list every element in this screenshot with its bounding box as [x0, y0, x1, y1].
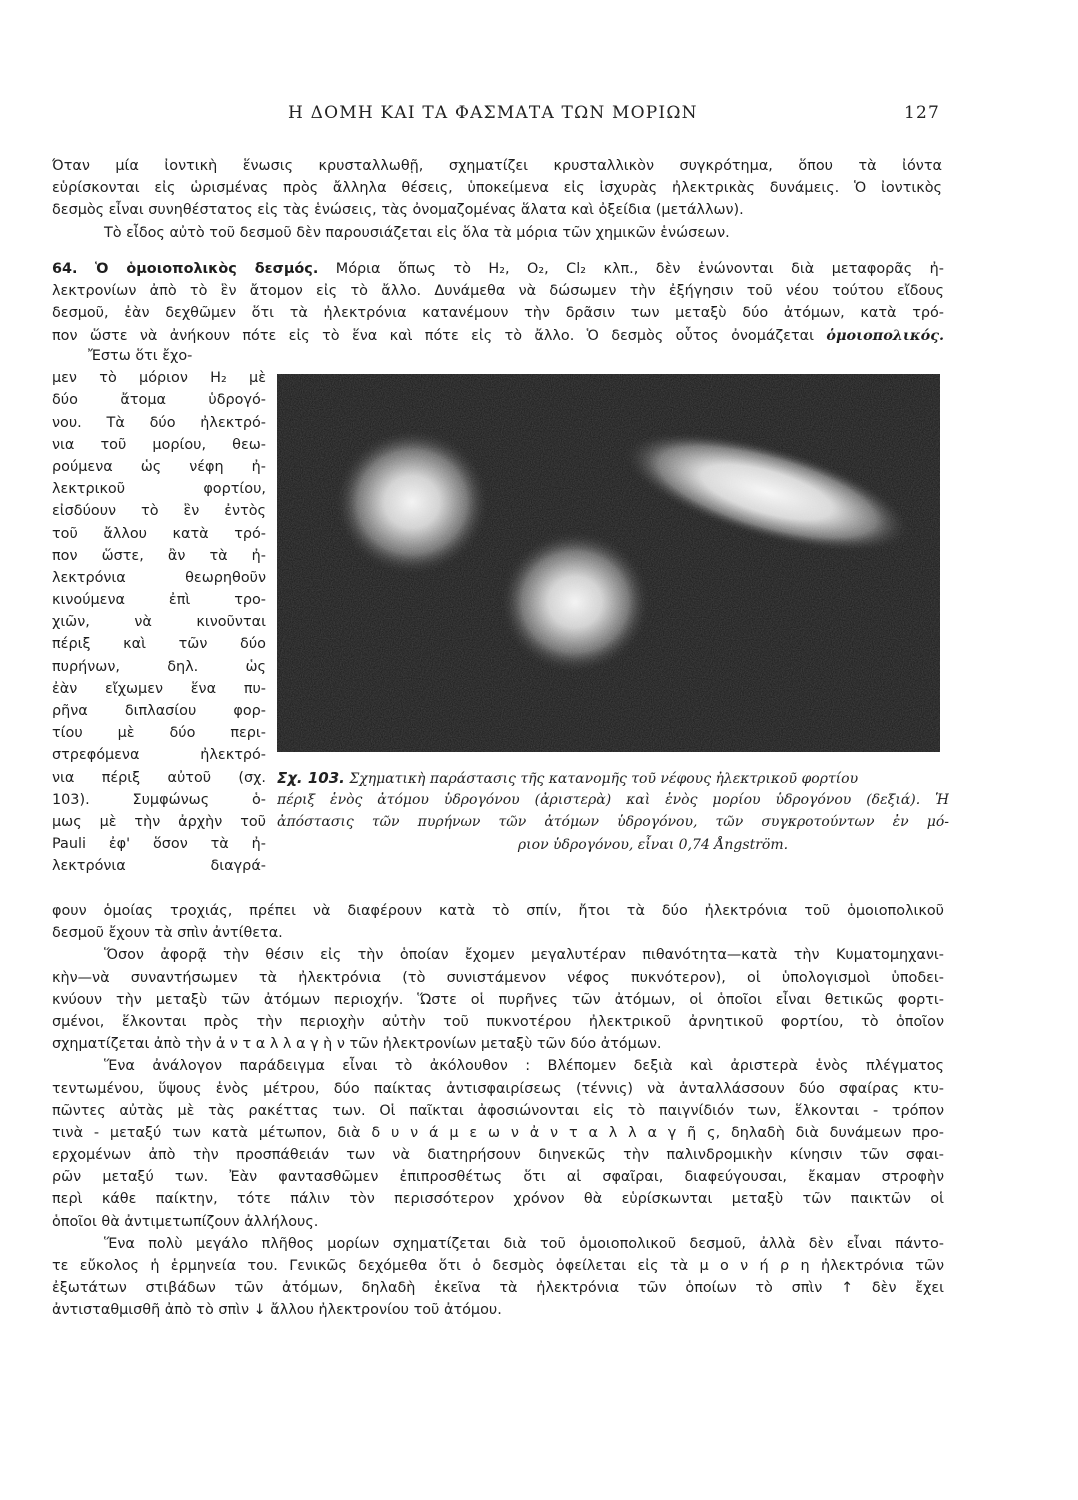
intro-line: Τὸ εἶδος αὐτὸ τοῦ δεσμοῦ δὲν παρουσιάζεται εἰς ὅλα τὰ μόρια τῶν χημικῶν ἑνώσεων.	[104, 224, 730, 241]
caption-line: ριον ὑδρογόνου, εἶναι 0,74 Ångström.	[517, 836, 789, 853]
column-line: ρούμενα ὡς νέφη ἠ-	[52, 458, 266, 475]
column-line: πυρήνων, δηλ. ὡς	[52, 658, 266, 675]
column-line: λεκτρικοῦ φορτίου,	[52, 481, 266, 498]
body-line: ὁποῖοι θὰ ἀντιμετωπίζουν ἀλλήλους.	[52, 1213, 319, 1230]
body-line: Ἕνα ἀνάλογον παράδειγμα εἶναι τὸ ἀκόλουθον : Βλέπομεν δεξιὰ καὶ ἀριστερὰ ἑνὸς πλέγματος	[104, 1058, 944, 1075]
body-line: κνύουν τὴν μεταξὺ τῶν ἀτόμων περιοχήν. Ὥστε οἱ πυρῆνες τῶν ἀτόμων, οἱ ὁποῖοι εἶναι θετικῶς φορτι-	[52, 991, 944, 1008]
figure-caption	[277, 767, 949, 856]
body-line: τεντωμένου, ὕψους ἑνὸς μέτρου, δύο παίκτας ἀντισφαιρίσεως (τέννις) νὰ ἀνταλλάσσουν δύο σφαίρας κτυ-	[52, 1080, 944, 1097]
section-line	[52, 258, 944, 280]
column-line: τίου μὲ δύο περι-	[52, 725, 266, 742]
caption-text: Σχηματικὴ παράστασις τῆς κατανομῆς τοῦ νέφους ἠλεκτρικοῦ φορτίου	[349, 771, 859, 787]
column-line: στρεφόμενα ἠλεκτρό-	[52, 747, 266, 764]
column-line: ἐὰν εἴχωμεν ἕνα πυ-	[52, 680, 266, 697]
caption-line	[277, 767, 949, 789]
section-text: πον ὥστε νὰ ἀνήκουν πότε εἰς τὸ ἕνα καὶ πότε εἰς τὸ ἄλλο. Ὁ δεσμὸς οὗτος ὀνομάζεται	[52, 327, 814, 344]
body-line: δεσμοῦ ἔχουν τὰ σπὶν ἀντίθετα.	[52, 925, 283, 942]
column-line: μως μὲ τὴν ἀρχὴν τοῦ	[52, 813, 266, 830]
section-line	[52, 325, 944, 347]
body-line: σμένοι, ἕλκονται πρὸς τὴν περιοχὴν αὐτὴν τοῦ πυκνοτέρου ἠλεκτρικοῦ ἀρνητικοῦ φορτίου, τὸ ὁποῖον	[52, 1013, 944, 1030]
body-line: κὴν—νὰ συναντήσωμεν τὰ ἠλεκτρόνια (τὸ συνιστάμενον νέφος πυκνότερον), οἱ ὑπολογισμοὶ ὑποδει-	[52, 969, 944, 986]
figure-label: Σχ. 103.	[277, 769, 345, 787]
column-line: νου. Τὰ δύο ἠλεκτρό-	[52, 414, 266, 431]
column-line: λεκτρόνια θεωρηθοῦν	[52, 569, 266, 586]
intro-line: δεσμὸς εἶναι συνηθέστατος εἰς τὰς ἑνώσεις, τὰς ὀνομαζομένας ἅλατα καὶ ὀξείδια (μετάλλων).	[52, 202, 744, 219]
section-text: Μόρια ὅπως τὸ H₂, O₂, Cl₂ κλπ., δὲν ἑνώνονται διὰ μεταφορᾶς ἠ-	[335, 261, 944, 277]
intro-paragraph	[52, 155, 942, 244]
caption-line: πέριξ ἑνὸς ἀτόμου ὑδρογόνου (ἀριστερὰ) καὶ ἑνὸς μορίου ὑδρογόνου (δεξιά). Ἡ	[277, 792, 949, 809]
intro-line: Όταν μία ἰοντικὴ ἕνωσις κρυσταλλωθῇ, σχηματίζει κρυσταλλικὸν συγκρότημα, ὅπου τὰ ἰόντα	[52, 158, 942, 174]
body-line: περὶ κάθε παίκτην, τότε πάλιν τὸν περισσότερον χρόνον θὰ εὑρίσκωνται μεταξὺ τῶν παικτῶν οἱ	[52, 1191, 944, 1208]
column-line: 103). Συμφώνως ὁ-	[52, 791, 266, 808]
term-covalent: ὁμοιοπολικός.	[826, 326, 944, 344]
body-line: ρῶν μεταξύ των. Ἐὰν φαντασθῶμεν ἐπιπροσθέτως ὅτι αἱ σφαῖραι, διαφεύγουσαι, ἔκαμαν στροφὴν	[52, 1169, 944, 1186]
body-line: Ὅσον ἀφορᾷ τὴν θέσιν εἰς τὴν ὁποίαν ἔχομεν μεγαλυτέραν πιθανότητα—κατὰ τὴν Κυματομηχανι-	[104, 947, 944, 964]
section-number: 64.	[52, 261, 78, 277]
figure-103-image	[277, 374, 940, 752]
column-line: Pauli ἐφ' ὅσον τὰ ἠ-	[52, 836, 266, 853]
side-column	[52, 345, 266, 878]
body-line: ἀντισταθμισθῆ ἀπὸ τὸ σπὶν ↓ ἄλλου ἠλεκτρονίου τοῦ ἀτόμου.	[52, 1302, 502, 1319]
column-line: πέριξ καὶ τῶν δύο	[52, 636, 266, 653]
section-line: λεκτρονίων ἀπὸ τὸ ἓν ἄτομον εἰς τὸ ἄλλο. Δυνάμεθα νὰ δώσωμεν τὴν ἐξήγησιν τοῦ νέου τούτου εἴδους	[52, 283, 944, 300]
section-line: δεσμοῦ, ἐὰν δεχθῶμεν ὅτι τὰ ἠλεκτρόνια κατανέμουν τὴν δρᾶσιν των μεταξὺ δύο ἀτόμων, κατὰ τρό-	[52, 305, 944, 322]
body-line: ερχομένων ἀπὸ τὴν προσπάθειάν των νὰ διατηρήσουν διηνεκῶς τὴν παλινδρομικὴν κίνησιν τῶν σφαι-	[52, 1147, 944, 1164]
body-line: σχηματίζεται ἀπὸ τὴν ἀ ν τ α λ λ α γ ὴ ν τῶν ἠλεκτρονίων μεταξὺ τῶν δύο ἀτόμων.	[52, 1036, 662, 1053]
section-64	[52, 258, 944, 347]
body-continuation	[52, 900, 944, 1322]
photo-grain	[277, 374, 940, 752]
column-line: μεν τὸ μόριον H₂ μὲ	[52, 370, 266, 387]
page-number: 127	[903, 103, 940, 123]
caption-line: ἀπόστασις τῶν πυρήνων τῶν ἀτόμων ὑδρογόνου, τῶν συγκροτούντων ἐν μό-	[277, 814, 949, 831]
column-line: κινούμενα ἐπὶ τρο-	[52, 592, 266, 609]
column-line: δύο ἄτομα ὑδρογό-	[52, 392, 266, 409]
column-line: λεκτρόνια διαγρά-	[52, 858, 266, 875]
column-line: νια πέριξ αὐτοῦ (σχ.	[52, 769, 266, 786]
body-line: Ἕνα πολὺ μεγάλο πλῆθος μορίων σχηματίζεται διὰ τοῦ ὁμοιοπολικοῦ δεσμοῦ, ἀλλὰ δὲν εἶναι πάντο-	[104, 1235, 944, 1252]
column-line: χιῶν, νὰ κινοῦνται	[52, 614, 266, 631]
column-line: νια τοῦ μορίου, θεω-	[52, 436, 266, 453]
running-header	[50, 103, 940, 127]
running-title: Η ΔΟΜΗ ΚΑΙ ΤΑ ΦΑΣΜΑΤΑ ΤΩΝ ΜΟΡΙΩΝ	[288, 103, 698, 123]
body-line: τε εὔκολος ἡ ἑρμηνεία του. Γενικῶς δεχόμεθα ὅτι ὁ δεσμὸς ὀφείλεται εἰς τὰ μ ο ν ή ρ η ἠλεκτρόνια τῶν	[52, 1258, 944, 1274]
intro-line: εὑρίσκονται εἰς ὡρισμένας πρὸς ἄλληλα θέσεις, ὑποκείμενα εἰς ἰσχυρὰς ἠλεκτρικὰς δυνάμεις. Ὁ ἰοντικὸς	[52, 180, 942, 197]
body-line: ἐξωτάτων στιβάδων τῶν ἀτόμων, δηλαδὴ ἐκεῖνα τὰ ἠλεκτρόνια τῶν ὁποίων τὸ σπὶν ↑ δὲν ἔχει	[52, 1280, 944, 1297]
section-title: Ὁ ὁμοιοπολικὸς δεσμός.	[94, 261, 319, 277]
column-line: ρῆνα διπλασίου φορ-	[52, 703, 266, 719]
column-line: εἰσδύουν τὸ ἓν ἐντὸς	[52, 503, 266, 520]
column-line: πον ὥστε, ἂν τὰ ἠ-	[52, 547, 266, 564]
column-line: τοῦ ἄλλου κατὰ τρό-	[52, 525, 266, 542]
body-line: τινὰ - μεταξύ των κατὰ μέτωπον, διὰ δ υ ν ά μ ε ω ν ἀ ν τ α λ λ α γ ῆ ς, δηλαδὴ διὰ δυνάμεων προ-	[52, 1124, 944, 1141]
body-line: φουν ὁμοίας τροχιάς, πρέπει νὰ διαφέρουν κατὰ τὸ σπίν, ἤτοι τὰ δύο ἠλεκτρόνια τοῦ ὁμοιοπολικοῦ	[52, 903, 944, 919]
body-line: πῶντες αὐτὰς μὲ τὰς ρακέττας των. Οἱ παῖκται ἀφοσιώνονται εἰς τὸ παιγνίδιόν των, ἕλκονται - τρόπον	[52, 1102, 944, 1119]
column-line: Ἔστω ὅτι ἔχο-	[88, 348, 193, 364]
